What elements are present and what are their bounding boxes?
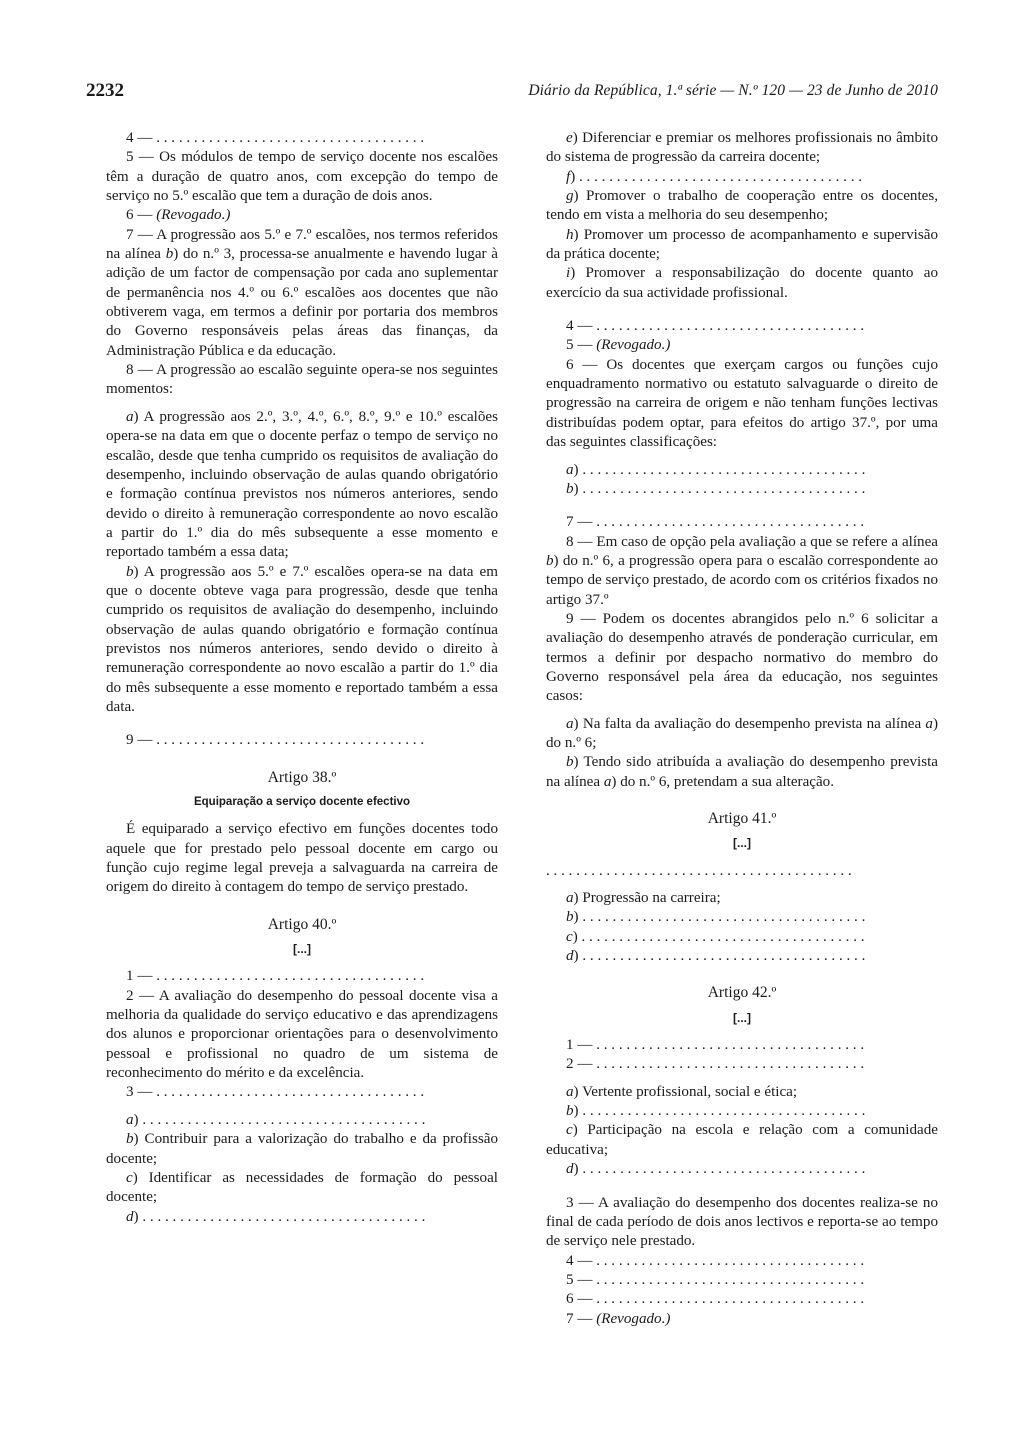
item-h: h) Promover um processo de acompanhamento e supervisão da prática docente; xyxy=(546,226,938,263)
paragraph-5: 5 — Os módulos de tempo de serviço docente nos escalões têm a duração de quatro anos, com excepção do tempo de serviço no 5.º escalão que tem a duração de dois anos. xyxy=(106,149,498,205)
article-42-item-7-revoked: 7 — (Revogado.) xyxy=(566,1310,671,1327)
paragraph-6: 6 — Os docentes que exerçam cargos ou funções cujo enquadramento normativo ou estatuto salvaguarde o direito de progressão na carreira de origem e não tenham funções lectivas distribuídas podem optar, para efeitos do artigo 37.º, por uma das seguintes classificações: xyxy=(546,356,938,451)
article-41-dots: . . . . . . . . . . . . . . . . . . . . . . . . . . . . . . . . . . . . . . . . . xyxy=(546,862,852,879)
article-40-item-1: 1 — . . . . . . . . . . . . . . . . . . . . . . . . . . . . . . . . . . . . xyxy=(126,968,425,985)
article-42-item-2d: d) . . . . . . . . . . . . . . . . . . . . . . . . . . . . . . . . . . . . . . xyxy=(566,1161,866,1178)
item-6a: a) . . . . . . . . . . . . . . . . . . . . . . . . . . . . . . . . . . . . . . xyxy=(566,461,866,478)
article-41-title: Artigo 41.º xyxy=(707,810,777,827)
paragraph-8: 8 — A progressão ao escalão seguinte opera-se nos seguintes momentos: xyxy=(106,362,498,398)
article-40-item-2: 2 — A avaliação do desempenho do pessoal docente visa a melhoria da qualidade do serviço educativo e das aprendizagens dos alunos e proporcionar orientações para o desenvolvimento pessoal e profissional no quadro de um sistema de reconhecimento do mérito e da excelência. xyxy=(106,987,498,1082)
paragraph-7-dots: 7 — . . . . . . . . . . . . . . . . . . . . . . . . . . . . . . . . . . . . xyxy=(566,514,865,531)
article-42-item-5: 5 — . . . . . . . . . . . . . . . . . . . . . . . . . . . . . . . . . . . . xyxy=(566,1271,865,1288)
article-42-item-1: 1 — . . . . . . . . . . . . . . . . . . . . . . . . . . . . . . . . . . . . xyxy=(566,1037,865,1054)
page-header xyxy=(86,80,938,106)
item-8b: b) A progressão aos 5.º e 7.º escalões opera-se na data em que o docente obteve vaga para progressão, desde que tenha cumprido os requisitos de avaliação do desempenho, incluindo observação de aulas quando obrigatório e formação contínua previstos nos números anteriores, sendo devido o direito à remuneração correspondente ao novo escalão a partir do 1.º dia do mês subsequente a esse momento e reportado também a essa data. xyxy=(106,563,498,715)
paragraph-4-dots: 4 — . . . . . . . . . . . . . . . . . . . . . . . . . . . . . . . . . . . . xyxy=(566,318,865,335)
article-42-item-2b: b) . . . . . . . . . . . . . . . . . . . . . . . . . . . . . . . . . . . . . . xyxy=(566,1103,866,1120)
article-40-item-3c: c) Identificar as necessidades de formação do pessoal docente; xyxy=(106,1169,498,1206)
article-40-item-3d: d) . . . . . . . . . . . . . . . . . . . . . . . . . . . . . . . . . . . . . . xyxy=(126,1208,426,1225)
right-column xyxy=(546,129,938,1329)
paragraph-4-dots: 4 — . . . . . . . . . . . . . . . . . . . . . . . . . . . . . . . . . . . . xyxy=(126,130,425,146)
article-42-title: Artigo 42.º xyxy=(707,984,777,1002)
article-41-item-a: a) Progressão na carreira; xyxy=(566,890,721,907)
paragraph-5-revoked: 5 — (Revogado.) xyxy=(566,337,671,354)
article-41-item-b: b) . . . . . . . . . . . . . . . . . . . . . . . . . . . . . . . . . . . . . . xyxy=(566,909,866,926)
article-40-title: Artigo 40.º xyxy=(267,915,337,933)
article-42-item-2c: c) Participação na escola e relação com a comunidade educativa; xyxy=(546,1122,938,1158)
paragraph-8: 8 — Em caso de opção pela avaliação a que se refere a alínea b) do n.º 6, a progressão opera para o escalão correspondente ao tempo de serviço prestado, de acordo com os critérios fixados no artigo 37.º xyxy=(546,533,938,608)
article-41-item-d: d) . . . . . . . . . . . . . . . . . . . . . . . . . . . . . . . . . . . . . . xyxy=(566,948,866,965)
article-42-item-2a: a) Vertente profissional, social e ética; xyxy=(566,1083,798,1100)
item-e: e) Diferenciar e premiar os melhores profissionais no âmbito do sistema de progressão da carreira docente; xyxy=(546,130,938,166)
left-column xyxy=(106,129,498,1227)
article-40-bracket: [...] xyxy=(293,942,311,957)
article-42-item-4: 4 — . . . . . . . . . . . . . . . . . . . . . . . . . . . . . . . . . . . . xyxy=(566,1252,865,1269)
article-40-item-3b: b) Contribuir para a valorização do trabalho e da profissão docente; xyxy=(106,1131,498,1167)
article-41-bracket: [...] xyxy=(733,836,751,851)
item-9a: a) Na falta da avaliação do desempenho prevista na alínea a) do n.º 6; xyxy=(546,715,938,751)
article-42-item-6: 6 — . . . . . . . . . . . . . . . . . . . . . . . . . . . . . . . . . . . . xyxy=(566,1291,865,1308)
article-38-title: Artigo 38.º xyxy=(267,768,337,786)
article-40-item-3a: a) . . . . . . . . . . . . . . . . . . . . . . . . . . . . . . . . . . . . . . xyxy=(126,1111,426,1128)
article-42-item-3: 3 — A avaliação do desempenho dos docentes realiza-se no final de cada período de dois anos lectivos e reporta-se ao tempo de serviço nele prestado. xyxy=(546,1194,938,1250)
item-g: g) Promover o trabalho de cooperação entre os docentes, tendo em vista a melhoria do seu desempenho; xyxy=(546,188,938,224)
item-9b: b) Tendo sido atribuída a avaliação do desempenho prevista na alínea a) do n.º 6, pretendam a sua alteração. xyxy=(546,754,938,790)
item-i: i) Promover a responsabilização do docente quanto ao exercício da sua actividade profissional. xyxy=(546,265,938,301)
page-number: 2232 xyxy=(86,80,124,101)
paragraph-6-revoked: 6 — (Revogado.) xyxy=(126,207,231,224)
paragraph-7: 7 — A progressão aos 5.º e 7.º escalões, nos termos referidos na alínea b) do n.º 3, processa-se anualmente e havendo lugar à adição de um factor de compensação por cada ano suplementar de permanência nos 4.º ou 6.º escalões aos docentes que não obtiverem vaga, em termos a definir por portaria dos membros do Governo responsáveis pelas áreas das finanças, da Administração Pública e da educação. xyxy=(106,226,498,359)
article-40-item-3: 3 — . . . . . . . . . . . . . . . . . . . . . . . . . . . . . . . . . . . . xyxy=(126,1084,425,1101)
article-42-bracket: [...] xyxy=(733,1010,751,1025)
item-f: f) . . . . . . . . . . . . . . . . . . . . . . . . . . . . . . . . . . . . . . xyxy=(566,168,863,185)
running-title: Diário da República, 1.ª série — N.º 120 — 23 de Junho de 2010 xyxy=(528,82,938,99)
article-38-text: É equiparado a serviço efectivo em funções docentes todo aquele que for prestado pelo pessoal docente em cargo ou função cujo regime legal preveja a salvaguarda na carreira de origem do direito à contagem do tempo de serviço prestado. xyxy=(106,821,498,896)
paragraph-9: 9 — Podem os docentes abrangidos pelo n.º 6 solicitar a avaliação do desempenho através de ponderação curricular, em termos a definir por despacho normativo do membro do Governo responsável pela área da educação, nos seguintes casos: xyxy=(546,610,938,705)
item-8a: a) A progressão aos 2.º, 3.º, 4.º, 6.º, 8.º, 9.º e 10.º escalões opera-se na data em que o docente perfaz o tempo de serviço no escalão, desde que tenha cumprido os requisitos de avaliação do desempenho, incluindo observação de aulas quando obrigatório e formação contínua previstos nos números anteriores, sendo devido o direito à remuneração correspondente ao novo escalão a partir do 1.º dia do mês subsequente a esse momento e reportado também a essa data; xyxy=(106,408,498,561)
article-41-item-c: c) . . . . . . . . . . . . . . . . . . . . . . . . . . . . . . . . . . . . . . xyxy=(566,928,865,945)
article-38-subtitle: Equiparação a serviço docente efectivo xyxy=(193,796,411,808)
article-42-item-2: 2 — . . . . . . . . . . . . . . . . . . . . . . . . . . . . . . . . . . . . xyxy=(566,1056,865,1073)
item-6b: b) . . . . . . . . . . . . . . . . . . . . . . . . . . . . . . . . . . . . . . xyxy=(566,480,866,497)
paragraph-9-dots: 9 — . . . . . . . . . . . . . . . . . . . . . . . . . . . . . . . . . . . . xyxy=(126,732,425,749)
